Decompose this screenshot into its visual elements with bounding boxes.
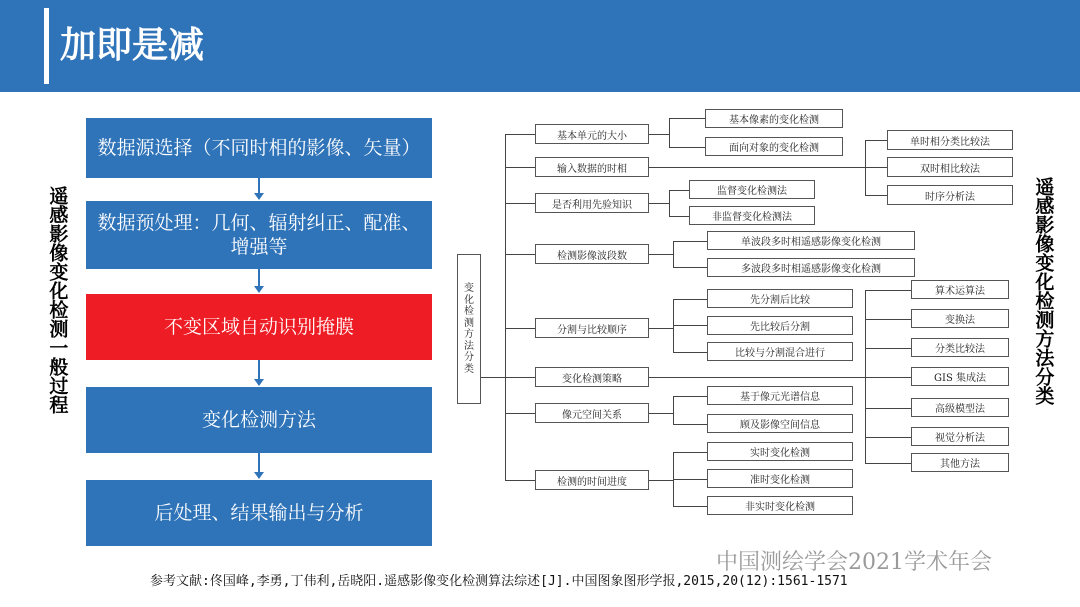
right-vertical-title: 遥感影像变化检测方法分类 <box>1032 177 1055 405</box>
connector <box>673 241 707 242</box>
flow-arrow <box>258 360 260 380</box>
reference-citation: 参考文献:佟国峰,李勇,丁伟利,岳晓阳.遥感影像变化检测算法综述[J].中国图象图形学报,2015,20(12):1561-1571 <box>150 574 848 589</box>
connector <box>669 190 689 191</box>
sub-node: 基于像元光谱信息 <box>707 386 853 405</box>
connector <box>481 377 505 378</box>
connector <box>649 328 673 329</box>
connector <box>865 348 911 349</box>
sub-node: 准时变化检测 <box>707 469 853 488</box>
category-node: 基本单元的大小 <box>535 124 649 144</box>
strategy-method-node: 高级模型法 <box>911 398 1009 417</box>
category-node: 输入数据的时相 <box>535 157 649 177</box>
flow-step-mask: 不变区域自动识别掩膜 <box>86 294 432 360</box>
header-bar <box>0 0 1080 92</box>
strategy-method-node: 变换法 <box>911 309 1009 328</box>
connector <box>505 254 535 255</box>
connector <box>505 328 535 329</box>
connector <box>505 413 535 414</box>
flow-arrow-head <box>254 472 264 479</box>
category-node: 是否利用先验知识 <box>535 193 649 213</box>
flow-arrow <box>258 453 260 473</box>
flow-arrow <box>258 178 260 194</box>
connector <box>505 134 506 480</box>
connector <box>673 299 707 300</box>
connector <box>673 267 707 268</box>
left-vertical-title: 遥感影像变化检测一般过程 <box>46 186 69 414</box>
sub-node: 面向对象的变化检测 <box>705 137 843 156</box>
connector <box>865 437 911 438</box>
connector <box>649 480 673 481</box>
classification-tree <box>455 108 1025 523</box>
category-node: 检测影像波段数 <box>535 244 649 264</box>
strategy-method-node: 视觉分析法 <box>911 427 1009 446</box>
strategy-method-node: 算术运算法 <box>911 280 1009 299</box>
sub-node: 非实时变化检测 <box>707 496 853 515</box>
connector <box>865 377 911 378</box>
connector <box>673 396 707 397</box>
header-accent-bar <box>44 8 49 84</box>
flow-step-data-source: 数据源选择（不同时相的影像、矢量） <box>86 118 432 178</box>
connector <box>649 413 673 414</box>
sub-node: 比较与分割混合进行 <box>707 342 853 361</box>
connector <box>673 452 707 453</box>
connector <box>669 147 705 148</box>
connector <box>669 216 689 217</box>
flow-arrow-head <box>254 193 264 200</box>
connector <box>673 352 707 353</box>
time-method-node: 时序分析法 <box>887 185 1013 205</box>
time-method-node: 双时相比较法 <box>887 157 1013 177</box>
flow-arrow-head <box>254 379 264 386</box>
connector <box>673 506 707 507</box>
flow-arrow-head <box>254 286 264 293</box>
sub-node: 监督变化检测法 <box>689 180 815 199</box>
category-node: 像元空间关系 <box>535 403 649 423</box>
connector <box>673 325 707 326</box>
strategy-method-node: 分类比较法 <box>911 338 1009 357</box>
sub-node: 多波段多时相遥感影像变化检测 <box>707 258 915 277</box>
connector <box>673 479 707 480</box>
category-node: 变化检测策略 <box>535 367 649 387</box>
sub-node: 顾及影像空间信息 <box>707 414 853 433</box>
flow-step-detection-method: 变化检测方法 <box>86 387 432 453</box>
category-node: 分割与比较顺序 <box>535 318 649 338</box>
connector <box>669 118 705 119</box>
connector <box>865 195 887 196</box>
sub-node: 基本像素的变化检测 <box>705 109 843 128</box>
sub-node: 实时变化检测 <box>707 442 853 461</box>
sub-node: 非监督变化检测法 <box>689 206 815 225</box>
sub-node: 先分割后比较 <box>707 289 853 308</box>
connector <box>673 424 707 425</box>
slide-title: 加即是减 <box>60 25 205 66</box>
connector <box>669 118 670 147</box>
time-method-node: 单时相分类比较法 <box>887 130 1013 150</box>
connector <box>649 377 865 378</box>
connector <box>649 254 673 255</box>
connector <box>669 190 670 216</box>
strategy-method-node: 其他方法 <box>911 453 1009 472</box>
strategy-method-node: GIS 集成法 <box>911 367 1009 386</box>
connector <box>649 134 669 135</box>
connector <box>505 203 535 204</box>
tree-root-node: 变化检测方法分类 <box>457 254 481 404</box>
connector <box>865 140 887 141</box>
connector <box>865 408 911 409</box>
sub-node: 先比较后分割 <box>707 316 853 335</box>
connector <box>505 480 535 481</box>
category-node: 检测的时间进度 <box>535 470 649 490</box>
sub-node: 单波段多时相遥感影像变化检测 <box>707 231 915 250</box>
connector <box>865 167 887 168</box>
flow-step-postprocessing: 后处理、结果输出与分析 <box>86 480 432 546</box>
connector <box>649 203 669 204</box>
connector <box>649 167 865 168</box>
connector <box>865 290 911 291</box>
watermark: 中国测绘学会2021学术年会 <box>716 550 992 575</box>
flow-step-preprocessing: 数据预处理：几何、辐射纠正、配准、增强等 <box>86 201 432 269</box>
connector <box>505 377 535 378</box>
flow-arrow <box>258 269 260 287</box>
connector <box>505 134 535 135</box>
connector <box>673 241 674 267</box>
connector <box>673 396 674 424</box>
connector <box>505 167 535 168</box>
connector <box>865 463 911 464</box>
connector <box>865 319 911 320</box>
